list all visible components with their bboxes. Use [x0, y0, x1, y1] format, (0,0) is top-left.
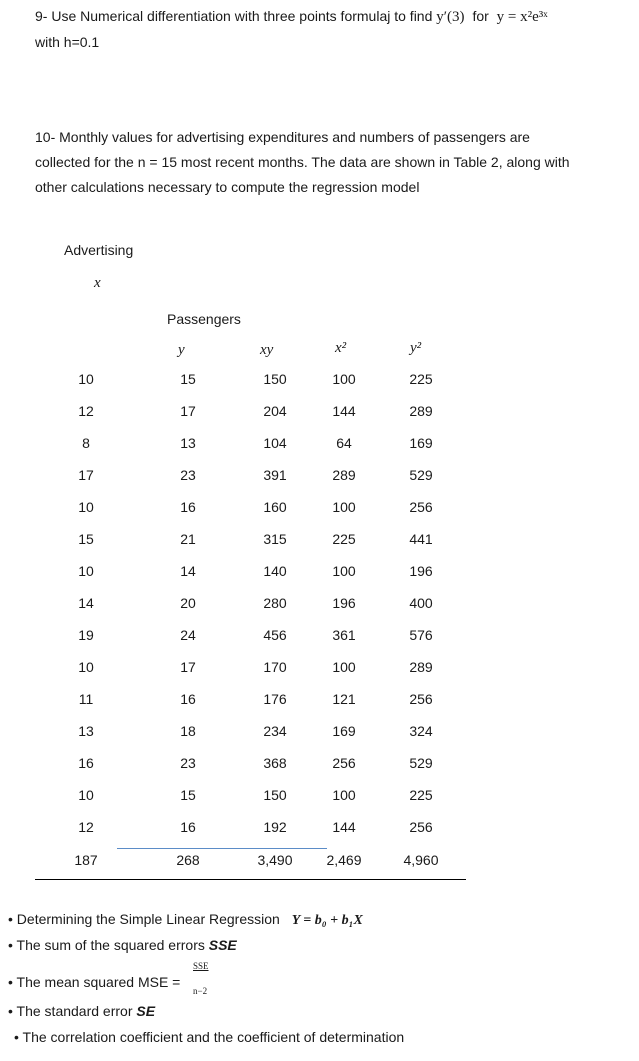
cell-y2: 256: [409, 819, 433, 835]
cell-x2: 121: [332, 691, 356, 707]
cell-y: 20: [180, 595, 196, 611]
bullet-correlation: [14, 1029, 404, 1045]
header-passengers: Passengers: [167, 311, 241, 327]
header-xy: xy: [260, 342, 274, 358]
cell-y: 21: [180, 531, 196, 547]
cell-xy: 391: [263, 467, 287, 483]
cell-y2: 225: [409, 371, 433, 387]
header-y2: y²: [410, 340, 422, 356]
bullet-dot: •: [8, 1003, 13, 1019]
mse-numerator: SSE: [193, 961, 209, 971]
bullet-dot: •: [8, 911, 13, 927]
q10-line3: other calculations necessary to compute the regression model: [35, 179, 420, 195]
cell-x2: 64: [336, 435, 352, 451]
cell-y: 16: [180, 691, 196, 707]
bullet-se-bold: SE: [136, 1003, 156, 1019]
cell-x2: 100: [332, 659, 356, 675]
cell-xy: 456: [263, 627, 287, 643]
header-y: y: [178, 342, 185, 358]
header-x: x: [94, 275, 101, 291]
cell-y2: 169: [409, 435, 433, 451]
cell-y: 16: [180, 499, 196, 515]
q10-line2: collected for the n = 15 most recent months. The data are shown in Table 2, along with: [35, 154, 570, 170]
cell-xy: 192: [263, 819, 287, 835]
cell-y: 13: [180, 435, 196, 451]
cell-x: 11: [78, 691, 94, 707]
cell-y: 24: [180, 627, 196, 643]
bullet-sse-text: The sum of the squared errors: [16, 937, 205, 953]
cell-x2: 361: [332, 627, 356, 643]
cell-y2: 256: [409, 499, 433, 515]
bullet-mse: [8, 974, 180, 990]
cell-x2: 100: [332, 563, 356, 579]
cell-x2: 100: [332, 499, 356, 515]
bullet-dot: •: [8, 974, 13, 990]
bullet-sse: [8, 937, 237, 953]
cell-x: 19: [78, 627, 94, 643]
cell-x: 13: [78, 723, 94, 739]
cell-x: 10: [78, 499, 94, 515]
cell-x2: 144: [332, 819, 356, 835]
regression-formula: Y = b₀ + b₁X: [291, 913, 363, 928]
cell-x2: 144: [332, 403, 356, 419]
bullet-se-text: The standard error: [16, 1003, 133, 1019]
cell-xy: 280: [263, 595, 287, 611]
header-x2: x²: [335, 340, 347, 356]
cell-x2: 100: [332, 787, 356, 803]
cell-x2: 100: [332, 371, 356, 387]
cell-xy: 104: [263, 435, 287, 451]
cell-y2: 289: [409, 403, 433, 419]
cell-y: 17: [180, 403, 196, 419]
bullet-se: [8, 1003, 155, 1019]
total-rule-blue: [117, 848, 327, 849]
cell-xy: 368: [263, 755, 287, 771]
cell-y: 18: [180, 723, 196, 739]
cell-y2: 289: [409, 659, 433, 675]
cell-x: 12: [78, 819, 94, 835]
bullet-regression: [8, 911, 363, 929]
q9-line1: [35, 8, 548, 26]
bullet-dot: •: [14, 1029, 19, 1045]
cell-x2: 196: [332, 595, 356, 611]
cell-xy: 315: [263, 531, 287, 547]
cell-y2: 529: [409, 467, 433, 483]
cell-x: 10: [78, 563, 94, 579]
total-cell-y2: 4,960: [403, 852, 439, 868]
table-bottom-rule: [35, 879, 466, 880]
q9-derivative: y′(3): [436, 9, 465, 25]
cell-x2: 256: [332, 755, 356, 771]
cell-x: 10: [78, 371, 94, 387]
q9-line2: with h=0.1: [35, 34, 100, 50]
cell-xy: 140: [263, 563, 287, 579]
bullet-sse-bold: SSE: [208, 937, 237, 953]
cell-x: 8: [82, 435, 90, 451]
cell-y: 17: [180, 659, 196, 675]
total-cell-y: 268: [176, 852, 200, 868]
cell-y2: 196: [409, 563, 433, 579]
cell-xy: 160: [263, 499, 287, 515]
cell-y2: 324: [409, 723, 433, 739]
cell-y2: 400: [409, 595, 433, 611]
cell-x: 16: [78, 755, 94, 771]
cell-x2: 225: [332, 531, 356, 547]
mse-denominator: n−2: [193, 986, 208, 996]
cell-y: 14: [180, 563, 196, 579]
q9-for: for: [472, 8, 489, 24]
cell-y2: 256: [409, 691, 433, 707]
q9-line1-prefix: 9- Use Numerical differentiation with three points formulaj to find: [35, 8, 433, 24]
bullet-mse-text: The mean squared MSE =: [16, 974, 181, 990]
q10-line1: 10- Monthly values for advertising expenditures and numbers of passengers are: [35, 129, 530, 145]
cell-y2: 576: [409, 627, 433, 643]
cell-y2: 225: [409, 787, 433, 803]
q9-function: y = x²e³ˣ: [496, 9, 548, 25]
cell-xy: 150: [263, 371, 287, 387]
cell-x: 17: [78, 467, 94, 483]
cell-x: 10: [78, 787, 94, 803]
cell-y2: 529: [409, 755, 433, 771]
cell-xy: 170: [263, 659, 287, 675]
cell-y2: 441: [409, 531, 433, 547]
total-cell-xy: 3,490: [257, 852, 293, 868]
cell-xy: 204: [263, 403, 287, 419]
cell-y: 15: [180, 371, 196, 387]
cell-xy: 150: [263, 787, 287, 803]
bullet-correlation-text: The correlation coefficient and the coefficient of determination: [22, 1029, 405, 1045]
cell-xy: 176: [263, 691, 287, 707]
header-advertising: Advertising: [64, 242, 134, 258]
bullet-dot: •: [8, 937, 13, 953]
cell-x: 14: [78, 595, 94, 611]
cell-y: 15: [180, 787, 196, 803]
cell-y: 16: [180, 819, 196, 835]
cell-x2: 169: [332, 723, 356, 739]
cell-x: 10: [78, 659, 94, 675]
bullet-regression-text: Determining the Simple Linear Regression: [16, 911, 280, 927]
total-cell-x: 187: [74, 852, 98, 868]
cell-x: 15: [78, 531, 94, 547]
cell-x: 12: [78, 403, 94, 419]
cell-x2: 289: [332, 467, 356, 483]
cell-y: 23: [180, 467, 196, 483]
total-cell-x2: 2,469: [326, 852, 362, 868]
cell-xy: 234: [263, 723, 287, 739]
cell-y: 23: [180, 755, 196, 771]
